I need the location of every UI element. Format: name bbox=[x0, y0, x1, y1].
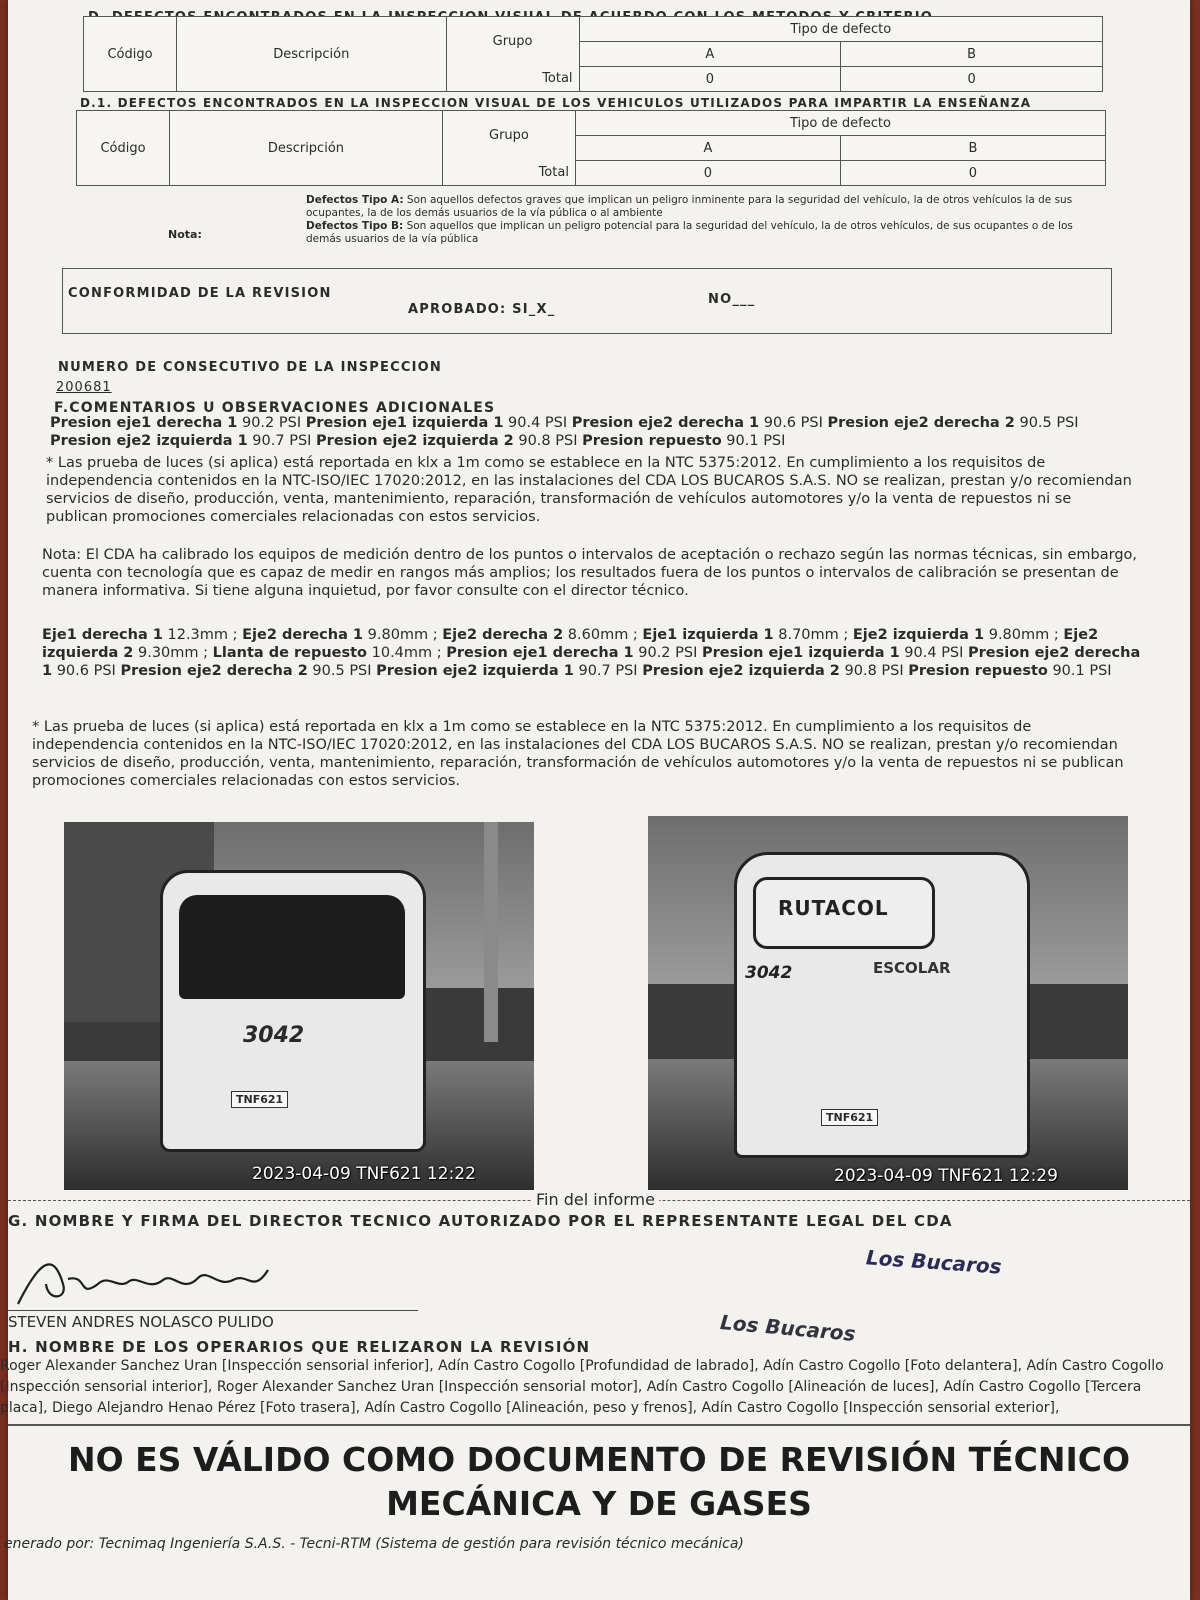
aprobado-value: APROBADO: SI_X_ bbox=[408, 302, 556, 317]
descripcion-header: Descripción bbox=[170, 111, 443, 186]
total-label: Total bbox=[442, 161, 575, 186]
fin-informe: Fin del informe bbox=[532, 1190, 659, 1209]
footer-generated: enerado por: Tecnimaq Ingeniería S.A.S. - Tecni-RTM (Sistema de gestión para revisión técnico mecánica) bbox=[4, 1536, 744, 1552]
measure-label: Eje1 derecha 1 bbox=[42, 627, 163, 643]
nota-text-b bbox=[306, 220, 1086, 246]
measure-value: 9.80mm ; bbox=[984, 627, 1064, 643]
measures-list bbox=[42, 626, 1142, 680]
tipo-defecto-header: Tipo de defecto bbox=[579, 17, 1102, 42]
bus-escolar: ESCOLAR bbox=[873, 959, 951, 977]
measure-value: 10.4mm ; bbox=[367, 645, 447, 661]
warning-line-2: MECÁNICA Y DE GASES bbox=[386, 1484, 812, 1523]
nota-label: Nota: bbox=[168, 228, 202, 241]
tipo-b-header: B bbox=[840, 136, 1105, 161]
stamp-los-bucaros-2: Los Bucaros bbox=[719, 1310, 857, 1346]
measure-value: 90.8 PSI bbox=[513, 433, 583, 449]
luces-note-2: * Las prueba de luces (si aplica) está reportada en klx a 1m como se establece en la NTC 5375:2012. En cumplimiento a los requisitos de independencia contenidos en la NTC-ISO/IEC 17020:2012, en las instalaciones del CDA LOS BUCAROS S.A.S. NO se realizan, prestan y/o recomiendan servicios de diseño, producción, venta, mantenimiento, reparación, transformación de vehículos automotores y/o la venta de repuestos ni se publican promociones comerciales relacionadas con estos servicios. bbox=[32, 719, 1124, 789]
bus-plate-rear: TNF621 bbox=[821, 1109, 878, 1126]
section-g-title: G. NOMBRE Y FIRMA DEL DIRECTOR TECNICO AUTORIZADO POR EL REPRESENTANTE LEGAL DEL CDA bbox=[8, 1212, 953, 1230]
measure-value: 8.60mm ; bbox=[563, 627, 643, 643]
measure-value: 90.6 PSI bbox=[759, 415, 828, 431]
measure-value: 90.4 PSI bbox=[899, 645, 969, 661]
total-b-value: 0 bbox=[840, 161, 1105, 186]
bus-number-rear: 3042 bbox=[745, 963, 793, 983]
measure-label: Presion eje1 izquierda 1 bbox=[701, 645, 900, 661]
measure-label: Presion repuesto bbox=[582, 433, 722, 449]
measure-label: Presion eje2 derecha 2 bbox=[120, 663, 308, 679]
stamp-los-bucaros: Los Bucaros bbox=[865, 1245, 1003, 1279]
measure-label: Eje2 izquierda 1 bbox=[852, 627, 985, 643]
total-a-value: 0 bbox=[575, 161, 840, 186]
measure-value: 9.80mm ; bbox=[363, 627, 443, 643]
measure-label: Presion eje2 izquierda 1 bbox=[50, 433, 248, 449]
tipo-a-header: A bbox=[579, 42, 841, 67]
tipo-a-label: Defectos Tipo A: bbox=[306, 194, 404, 206]
measure-value: 9.30mm ; bbox=[133, 645, 213, 661]
bus-plate: TNF621 bbox=[231, 1091, 288, 1108]
consecutivo-value: 200681 bbox=[56, 380, 112, 395]
measure-value: 90.7 PSI bbox=[247, 433, 317, 449]
director-signature bbox=[8, 1244, 308, 1314]
measure-value: 90.4 PSI bbox=[503, 415, 572, 431]
total-label: Total bbox=[446, 67, 579, 92]
measure-label: Presion eje1 derecha 1 bbox=[50, 415, 238, 431]
measure-value: 90.5 PSI bbox=[307, 663, 377, 679]
measure-value: 90.5 PSI bbox=[1014, 415, 1079, 431]
tipo-b-text: Son aquellos que implican un peligro potencial para la seguridad del vehículo, la de otros vehículos, de sus ocupantes o de los demás usuarios de la vía pública bbox=[306, 220, 1073, 245]
conformidad-title: CONFORMIDAD DE LA REVISION bbox=[68, 286, 332, 301]
rear-photo-stamp: 2023-04-09 TNF621 12:29 bbox=[834, 1166, 1058, 1186]
measure-label: Presion eje2 derecha 2 bbox=[827, 415, 1015, 431]
measure-label: Presion repuesto bbox=[908, 663, 1048, 679]
measure-label: Presion eje1 derecha 1 bbox=[446, 645, 634, 661]
nota-text-a bbox=[306, 194, 1086, 220]
total-b-value: 0 bbox=[841, 67, 1103, 92]
measure-value: 90.6 PSI bbox=[52, 663, 121, 679]
front-photo bbox=[64, 822, 534, 1190]
bus-brand: RUTACOL bbox=[778, 896, 889, 920]
section-d-table bbox=[83, 16, 1103, 92]
measure-label: Presion eje2 izquierda 2 bbox=[642, 663, 840, 679]
measure-label: Llanta de repuesto bbox=[212, 645, 368, 661]
bus-rear-window bbox=[753, 877, 935, 949]
grupo-header: Grupo bbox=[442, 111, 575, 161]
director-name: STEVEN ANDRES NOLASCO PULIDO bbox=[8, 1313, 274, 1331]
tipo-b-label: Defectos Tipo B: bbox=[306, 220, 404, 232]
grupo-header: Grupo bbox=[446, 17, 579, 67]
measure-label: Eje2 derecha 1 bbox=[242, 627, 364, 643]
conformidad-box bbox=[62, 268, 1112, 334]
measure-label: Presion eje2 izquierda 2 bbox=[316, 433, 514, 449]
measure-value: 90.7 PSI bbox=[573, 663, 643, 679]
measure-value: 8.70mm ; bbox=[773, 627, 853, 643]
rear-photo bbox=[648, 816, 1128, 1190]
measure-label: Eje2 derecha 2 bbox=[442, 627, 564, 643]
tipo-a-text: Son aquellos defectos graves que implican un peligro inminente para la seguridad del vehículo, la de otros vehículos la de sus ocupantes, la de los demás usuarios de la vía pública o al ambiente bbox=[306, 194, 1073, 219]
measure-value: 90.2 PSI bbox=[237, 415, 306, 431]
warning-line-1: NO ES VÁLIDO COMO DOCUMENTO DE REVISIÓN TÉCNICO bbox=[67, 1440, 1131, 1479]
photo-pillar bbox=[484, 822, 498, 1042]
descripcion-header: Descripción bbox=[177, 17, 447, 92]
tipo-b-header: B bbox=[841, 42, 1103, 67]
measure-label: Presion eje1 izquierda 1 bbox=[305, 415, 504, 431]
bus-rear bbox=[734, 852, 1030, 1158]
measure-value: 90.1 PSI bbox=[1047, 663, 1112, 679]
section-d1-title: D.1. DEFECTOS ENCONTRADOS EN LA INSPECCION VISUAL DE LOS VEHICULOS UTILIZADOS PARA IMPARTIR LA ENSEÑANZA bbox=[80, 96, 1032, 110]
total-a-value: 0 bbox=[579, 67, 841, 92]
measure-value: 90.8 PSI bbox=[839, 663, 909, 679]
measure-label: Presion eje2 derecha 1 bbox=[571, 415, 760, 431]
measure-value: 90.2 PSI bbox=[633, 645, 702, 661]
codigo-header: Código bbox=[84, 17, 177, 92]
divider bbox=[8, 1424, 1190, 1426]
section-d1-table bbox=[76, 110, 1106, 186]
measure-label: Presion eje2 izquierda 1 bbox=[376, 663, 574, 679]
comentarios-title: F.COMENTARIOS U OBSERVACIONES ADICIONALES bbox=[54, 400, 496, 416]
measure-label: Eje2 izquierda 2 bbox=[42, 627, 1099, 661]
signature-line bbox=[8, 1310, 418, 1311]
tipo-a-header: A bbox=[575, 136, 840, 161]
operarios-list: Roger Alexander Sanchez Uran [Inspección sensorial inferior], Adín Castro Cogollo [Profundidad de labrado], Adín Castro Cogollo [Foto delantera], Adín Castro Cogollo [Inspección sensorial interior], Roger Alexander Sanchez Uran [Inspección sensorial motor], Adín Castro Cogollo [Alineación de luces], Adín Castro Cogollo [Tercera placa], Diego Alejandro Henao Pérez [Foto trasera], Adín Castro Cogollo [Alineación, peso y frenos], Adín Castro Cogollo [Inspección sensorial exterior], bbox=[0, 1358, 1164, 1416]
codigo-header: Código bbox=[77, 111, 170, 186]
luces-note-1: * Las prueba de luces (si aplica) está reportada en klx a 1m como se establece en la NTC 5375:2012. En cumplimiento a los requisitos de independencia contenidos en la NTC-ISO/IEC 17020:2012, en las instalaciones del CDA LOS BUCAROS S.A.S. NO se realizan, prestan y/o recomiendan servicios de diseño, producción, venta, mantenimiento, reparación, transformación de vehículos automotores y/o la venta de repuestos ni se publican promociones comerciales relacionadas con estos servicios. bbox=[46, 455, 1132, 525]
tipo-defecto-header: Tipo de defecto bbox=[575, 111, 1105, 136]
bus-number: 3042 bbox=[243, 1023, 305, 1048]
section-h-title: H. NOMBRE DE LOS OPERARIOS QUE RELIZARON LA REVISIÓN bbox=[8, 1338, 591, 1356]
measure-label: Eje1 izquierda 1 bbox=[642, 627, 774, 643]
measure-label: Presion eje2 derecha 1 bbox=[42, 645, 1141, 679]
consecutivo-title: NUMERO DE CONSECUTIVO DE LA INSPECCION bbox=[58, 360, 442, 375]
nota-cda: Nota: El CDA ha calibrado los equipos de medición dentro de los puntos o intervalos de aceptación o rechazo según las normas técnicas, sin embargo, cuenta con tecnología que es capaz de medir en rangos más amplios; los resultados fuera de los puntos o intervalos de calibración se presentan de manera informativa. Si tiene alguna inquietud, por favor consulte con el director técnico. bbox=[42, 547, 1137, 599]
bus-windshield bbox=[179, 895, 405, 999]
measure-value: 12.3mm ; bbox=[162, 627, 243, 643]
bus-front bbox=[160, 870, 426, 1152]
pressures-list bbox=[50, 414, 1130, 450]
measure-value: 90.1 PSI bbox=[721, 433, 786, 449]
front-photo-stamp: 2023-04-09 TNF621 12:22 bbox=[252, 1164, 476, 1184]
no-value: NO___ bbox=[708, 292, 756, 307]
